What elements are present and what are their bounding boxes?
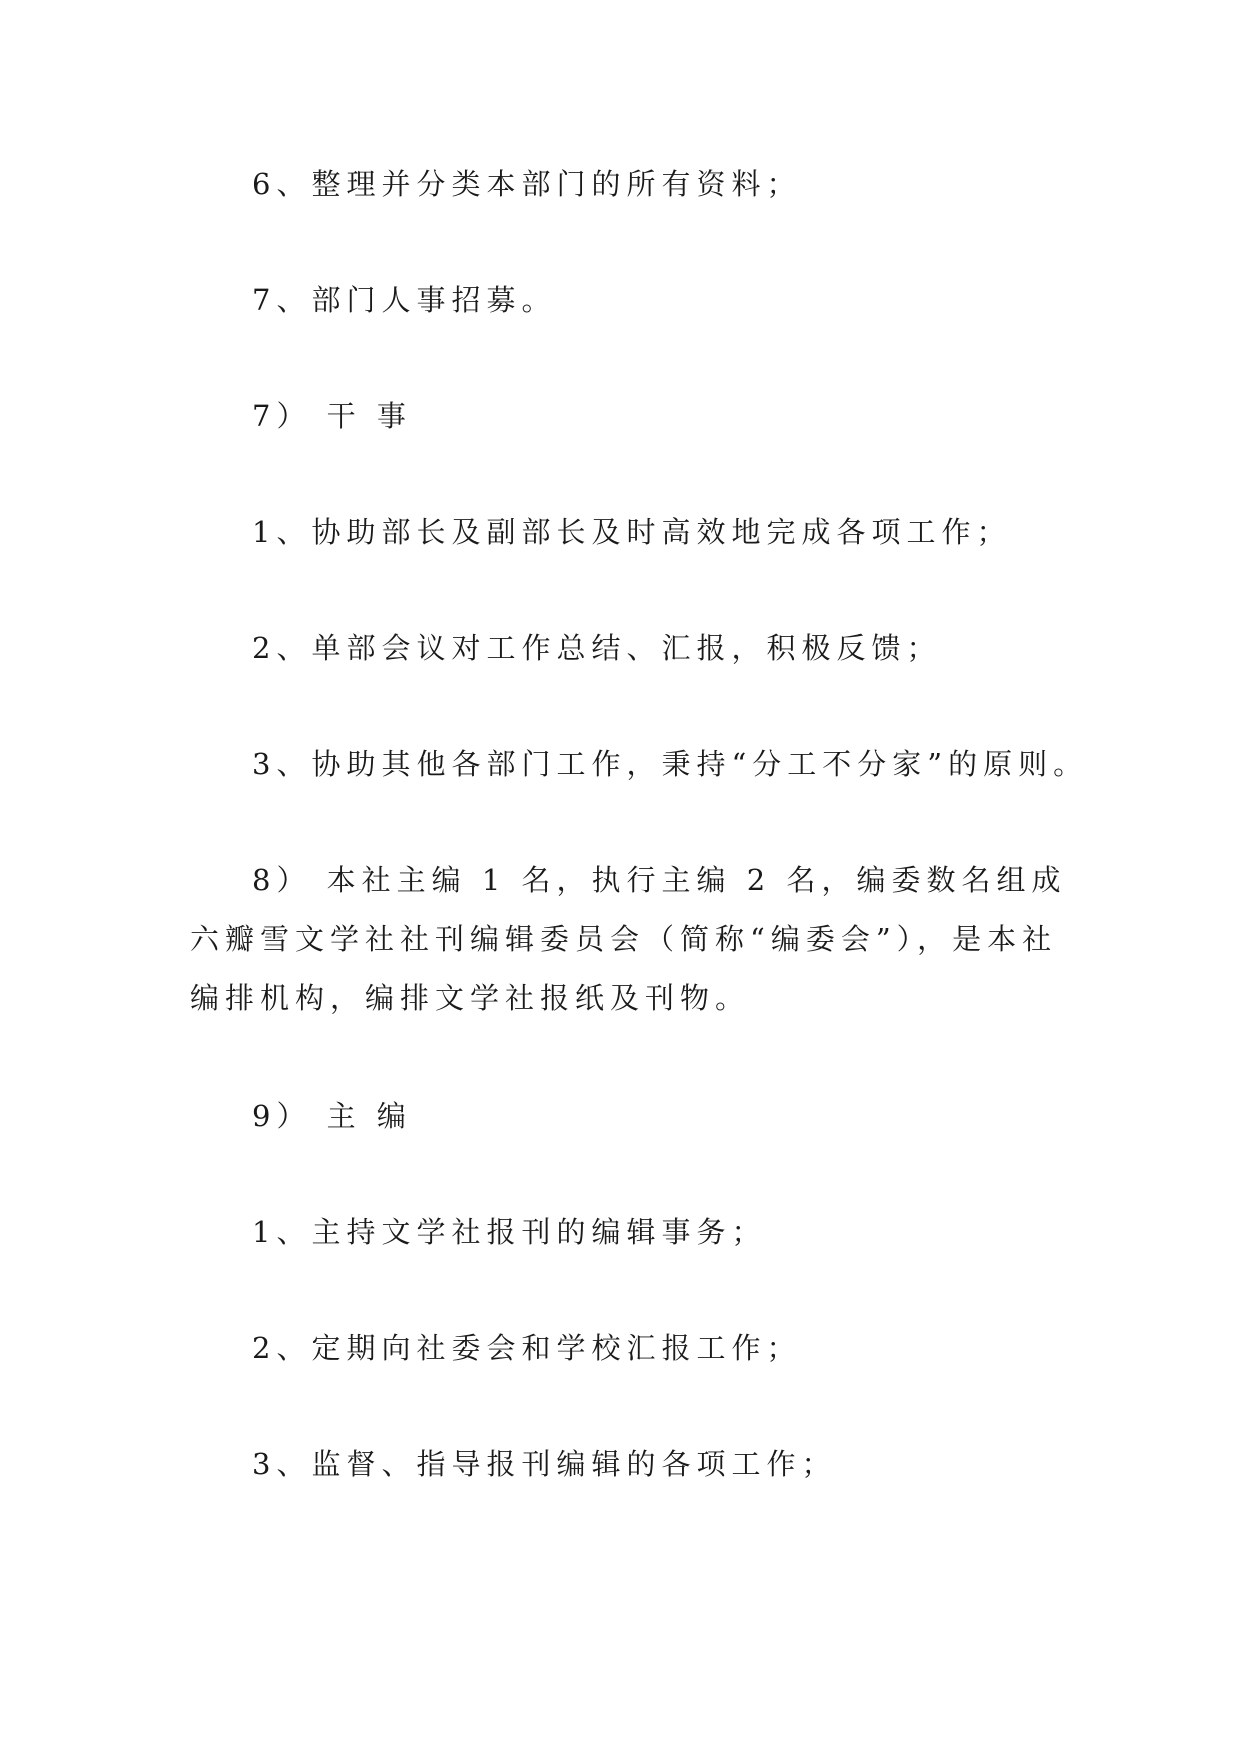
list-item: 2、定期向社委会和学校汇报工作；: [252, 1331, 802, 1365]
list-item: 2、单部会议对工作总结、汇报，积极反馈；: [252, 631, 942, 665]
section-heading: 9） 主 编: [252, 1099, 412, 1133]
list-item: 1、协助部长及副部长及时高效地完成各项工作；: [252, 515, 1012, 549]
section-heading: 7） 干 事: [252, 399, 412, 433]
list-item: 3、协助其他各部门工作，秉持“分工不分家”的原则。: [252, 747, 1089, 781]
list-item: 6、整理并分类本部门的所有资料；: [252, 167, 802, 201]
paragraph: 8） 本社主编 1 名，执行主编 2 名，编委数名组成六瓣雪文学社社刊编辑委员会（简称“编委会”），是本社编排机构，编排文学社报纸及刊物。: [190, 863, 1067, 1015]
list-item: 1、主持文学社报刊的编辑事务；: [252, 1215, 767, 1249]
list-item: 7、部门人事招募。: [252, 283, 557, 317]
list-item: 3、监督、指导报刊编辑的各项工作；: [252, 1447, 837, 1481]
